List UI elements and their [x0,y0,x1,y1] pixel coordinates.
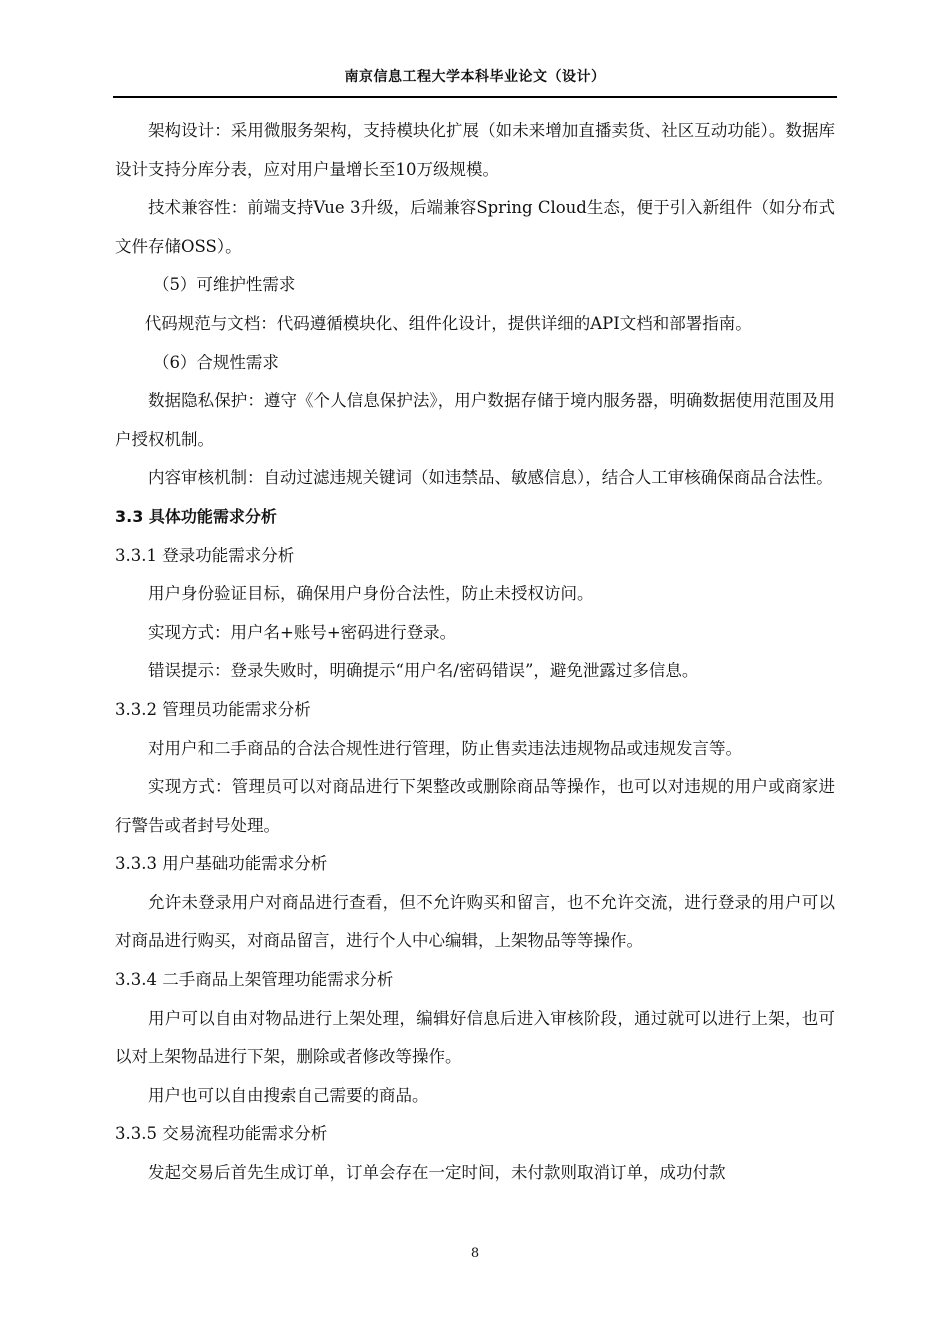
running-header: 南京信息工程大学本科毕业论文（设计） [344,69,606,85]
header-rule [113,96,837,98]
paragraph-admin-manage: 对用户和二手商品的合法合规性进行管理，防止售卖违法违规物品或违规发言等。 [148,738,742,758]
paragraph-transaction: 发起交易后首先生成订单，订单会存在一定时间，未付款则取消订单，成功付款 [148,1163,726,1183]
section-heading-3-3-5: 3.3.5 交易流程功能需求分析 [115,1124,328,1144]
paragraph-admin-method: 实现方式：管理员可以对商品进行下架整改或删除商品等操作，也可以对违规的用户或商家进行警告或者封号处理。 [115,777,835,835]
section-heading-3-3-3: 3.3.3 用户基础功能需求分析 [115,854,328,874]
paragraph-code-standards: 代码规范与文档：代码遵循模块化、组件化设计，提供详细的API文档和部署指南。 [144,313,752,333]
subheading-compliance: （6）合规性需求 [152,352,279,372]
paragraph-search: 用户也可以自由搜索自己需要的商品。 [148,1085,429,1105]
section-heading-3-3: 3.3 具体功能需求分析 [115,506,277,526]
section-heading-3-3-1: 3.3.1 登录功能需求分析 [115,545,295,565]
paragraph-login-method: 实现方式：用户名+账号+密码进行登录。 [148,622,457,642]
page-body [115,112,835,1193]
paragraph-auth-goal: 用户身份验证目标，确保用户身份合法性，防止未授权访问。 [148,584,594,604]
paragraph-architecture: 架构设计：采用微服务架构，支持模块化扩展（如未来增加直播卖货、社区互动功能）。数据库设计支持分库分表，应对用户量增长至10万级规模。 [115,121,835,179]
paragraph-data-privacy: 数据隐私保护：遵守《个人信息保护法》，用户数据存储于境内服务器，明确数据使用范围及用户授权机制。 [115,391,835,449]
section-heading-3-3-2: 3.3.2 管理员功能需求分析 [115,699,311,719]
paragraph-compatibility: 技术兼容性：前端支持Vue 3升级，后端兼容Spring Cloud生态，便于引入新组件（如分布式文件存储OSS）。 [115,198,835,256]
paragraph-user-basics: 允许未登录用户对商品进行查看，但不允许购买和留言，也不允许交流，进行登录的用户可以对商品进行购买，对商品留言，进行个人中心编辑，上架物品等等操作。 [115,892,835,951]
paragraph-listing: 用户可以自由对物品进行上架处理，编辑好信息后进入审核阶段，通过就可以进行上架，也可以对上架物品进行下架，删除或者修改等操作。 [115,1008,835,1067]
subheading-maintainability: （5）可维护性需求 [152,275,296,295]
paragraph-error-hint: 错误提示：登录失败时，明确提示“用户名/密码错误”，避免泄露过多信息。 [148,661,699,681]
paragraph-content-review: 内容审核机制：自动过滤违规关键词（如违禁品、敏感信息），结合人工审核确保商品合法性。 [148,468,833,488]
page-number: 8 [470,1246,480,1261]
section-heading-3-3-4: 3.3.4 二手商品上架管理功能需求分析 [115,970,394,990]
